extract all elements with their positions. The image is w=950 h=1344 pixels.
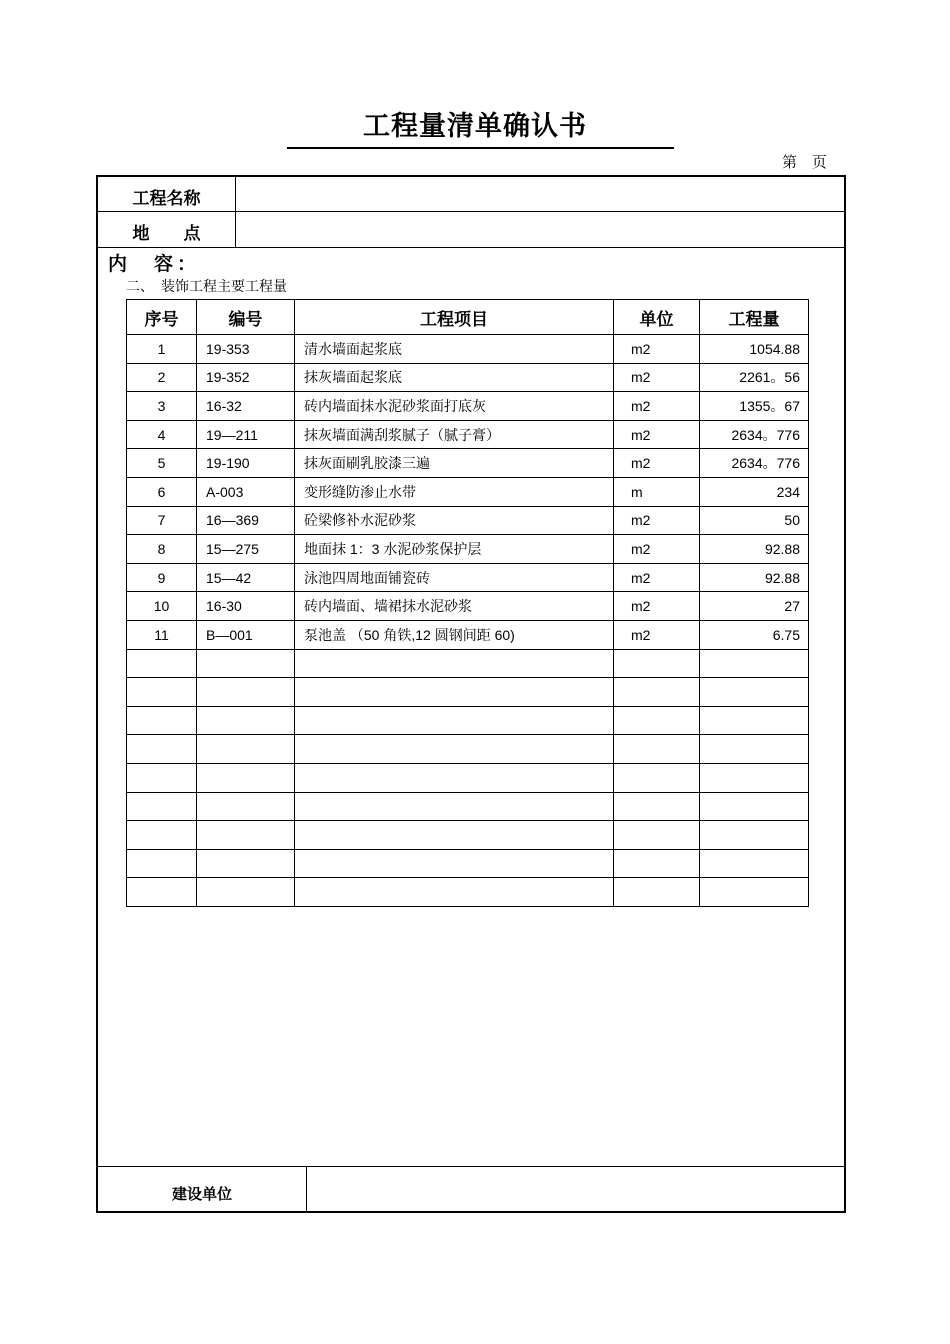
cell-code: A-003	[197, 477, 295, 506]
cell-unit	[614, 735, 700, 764]
cell-code: 19-353	[197, 335, 295, 364]
cell-item	[295, 878, 614, 907]
cell-unit: m2	[614, 535, 700, 564]
table-row	[127, 735, 809, 764]
table-row	[127, 821, 809, 850]
table-row	[127, 678, 809, 707]
cell-item	[295, 735, 614, 764]
cell-seq: 3	[127, 392, 197, 421]
cell-seq: 5	[127, 449, 197, 478]
cell-code: 16-30	[197, 592, 295, 621]
cell-item	[295, 678, 614, 707]
column-header-quantity: 工程量	[700, 300, 809, 335]
table-row	[127, 620, 809, 649]
cell-unit	[614, 792, 700, 821]
cell-seq	[127, 792, 197, 821]
column-header-code: 编号	[197, 300, 295, 335]
header-divider-1	[98, 211, 844, 212]
cell-quantity	[700, 649, 809, 678]
header-divider-2	[98, 247, 844, 248]
table-row	[127, 878, 809, 907]
location-label: 地 点	[132, 224, 201, 244]
cell-quantity: 6.75	[700, 620, 809, 649]
cell-unit: m2	[614, 392, 700, 421]
table-row	[127, 792, 809, 821]
cell-seq: 7	[127, 506, 197, 535]
cell-item: 砼梁修补水泥砂浆	[295, 506, 614, 535]
cell-unit	[614, 649, 700, 678]
table-row	[127, 335, 809, 364]
cell-code	[197, 763, 295, 792]
cell-quantity	[700, 735, 809, 764]
cell-unit	[614, 849, 700, 878]
content-label: 内 容：	[108, 253, 201, 275]
cell-quantity	[700, 821, 809, 850]
cell-code	[197, 649, 295, 678]
cell-unit: m	[614, 477, 700, 506]
cell-item	[295, 792, 614, 821]
cell-unit	[614, 821, 700, 850]
cell-code	[197, 878, 295, 907]
cell-unit: m2	[614, 420, 700, 449]
cell-item: 砖内墙面抹水泥砂浆面打底灰	[295, 392, 614, 421]
cell-seq: 1	[127, 335, 197, 364]
cell-seq	[127, 735, 197, 764]
table-row	[127, 420, 809, 449]
column-header-seq: 序号	[127, 300, 197, 335]
table-row	[127, 477, 809, 506]
table-row	[127, 763, 809, 792]
cell-quantity: 2634。776	[700, 449, 809, 478]
page-number-label: 第 页	[782, 153, 832, 171]
cell-unit: m2	[614, 563, 700, 592]
table-row	[127, 363, 809, 392]
cell-seq	[127, 649, 197, 678]
cell-unit: m2	[614, 449, 700, 478]
cell-unit: m2	[614, 620, 700, 649]
cell-code: 16-32	[197, 392, 295, 421]
cell-unit: m2	[614, 506, 700, 535]
cell-item: 变形缝防渗止水带	[295, 477, 614, 506]
table-row	[127, 449, 809, 478]
cell-item: 抹灰面刷乳胶漆三遍	[295, 449, 614, 478]
cell-item	[295, 763, 614, 792]
cell-item	[295, 821, 614, 850]
cell-quantity	[700, 763, 809, 792]
cell-seq: 6	[127, 477, 197, 506]
cell-quantity	[700, 878, 809, 907]
cell-item: 泵池盖 （50 角铁,12 圆钢间距 60)	[295, 620, 614, 649]
cell-unit	[614, 706, 700, 735]
cell-unit: m2	[614, 363, 700, 392]
cell-seq	[127, 849, 197, 878]
cell-code: B—001	[197, 620, 295, 649]
table-row	[127, 535, 809, 564]
table-row	[127, 563, 809, 592]
cell-quantity: 1355。67	[700, 392, 809, 421]
signature-divider	[98, 1166, 844, 1167]
column-header-unit: 单位	[614, 300, 700, 335]
table-row	[127, 592, 809, 621]
table-row	[127, 706, 809, 735]
cell-code	[197, 706, 295, 735]
cell-quantity: 234	[700, 477, 809, 506]
cell-quantity: 2634。776	[700, 420, 809, 449]
cell-quantity: 92.88	[700, 563, 809, 592]
cell-code	[197, 792, 295, 821]
table-row	[127, 849, 809, 878]
cell-quantity	[700, 678, 809, 707]
cell-seq: 4	[127, 420, 197, 449]
cell-item	[295, 649, 614, 678]
cell-quantity: 27	[700, 592, 809, 621]
cell-item: 地面抹 1：3 水泥砂浆保护层	[295, 535, 614, 564]
cell-quantity: 2261。56	[700, 363, 809, 392]
cell-item: 抹灰墙面起浆底	[295, 363, 614, 392]
cell-unit: m2	[614, 592, 700, 621]
cell-code	[197, 735, 295, 764]
table-row	[127, 506, 809, 535]
cell-code: 19-352	[197, 363, 295, 392]
title-underline	[287, 147, 674, 149]
table-row	[127, 392, 809, 421]
table-header-row	[127, 300, 809, 335]
cell-quantity	[700, 706, 809, 735]
cell-seq: 10	[127, 592, 197, 621]
cell-item	[295, 706, 614, 735]
cell-item: 砖内墙面、墙裙抹水泥砂浆	[295, 592, 614, 621]
project-name-field[interactable]	[243, 185, 833, 207]
cell-item: 抹灰墙面满刮浆腻子（腻子膏）	[295, 420, 614, 449]
location-field[interactable]	[243, 220, 833, 242]
cell-item: 泳池四周地面铺瓷砖	[295, 563, 614, 592]
cell-seq	[127, 821, 197, 850]
section-label: 二、 装饰工程主要工程量	[126, 279, 287, 295]
cell-code: 16—369	[197, 506, 295, 535]
document-title: 工程量清单确认书	[363, 111, 587, 142]
cell-seq	[127, 763, 197, 792]
cell-code: 19—211	[197, 420, 295, 449]
quantity-table	[126, 299, 809, 907]
cell-unit	[614, 878, 700, 907]
cell-item: 清水墙面起浆底	[295, 335, 614, 364]
signature-column-divider	[306, 1166, 307, 1213]
cell-seq	[127, 878, 197, 907]
cell-seq: 9	[127, 563, 197, 592]
cell-seq: 8	[127, 535, 197, 564]
cell-seq	[127, 706, 197, 735]
signature-field[interactable]	[314, 1177, 834, 1201]
table-row	[127, 649, 809, 678]
cell-item	[295, 849, 614, 878]
cell-unit	[614, 678, 700, 707]
cell-quantity	[700, 792, 809, 821]
cell-quantity: 1054.88	[700, 335, 809, 364]
cell-seq: 2	[127, 363, 197, 392]
signature-label: 建设单位	[171, 1185, 232, 1203]
cell-code: 15—42	[197, 563, 295, 592]
cell-quantity: 92.88	[700, 535, 809, 564]
cell-code: 15—275	[197, 535, 295, 564]
form-frame	[96, 175, 846, 1213]
cell-seq	[127, 678, 197, 707]
cell-code: 19-190	[197, 449, 295, 478]
cell-unit: m2	[614, 335, 700, 364]
cell-seq: 11	[127, 620, 197, 649]
project-name-label: 工程名称	[132, 189, 201, 209]
cell-code	[197, 678, 295, 707]
column-header-item: 工程项目	[295, 300, 614, 335]
header-column-divider	[235, 177, 236, 247]
cell-code	[197, 821, 295, 850]
cell-quantity	[700, 849, 809, 878]
cell-unit	[614, 763, 700, 792]
cell-quantity: 50	[700, 506, 809, 535]
cell-code	[197, 849, 295, 878]
